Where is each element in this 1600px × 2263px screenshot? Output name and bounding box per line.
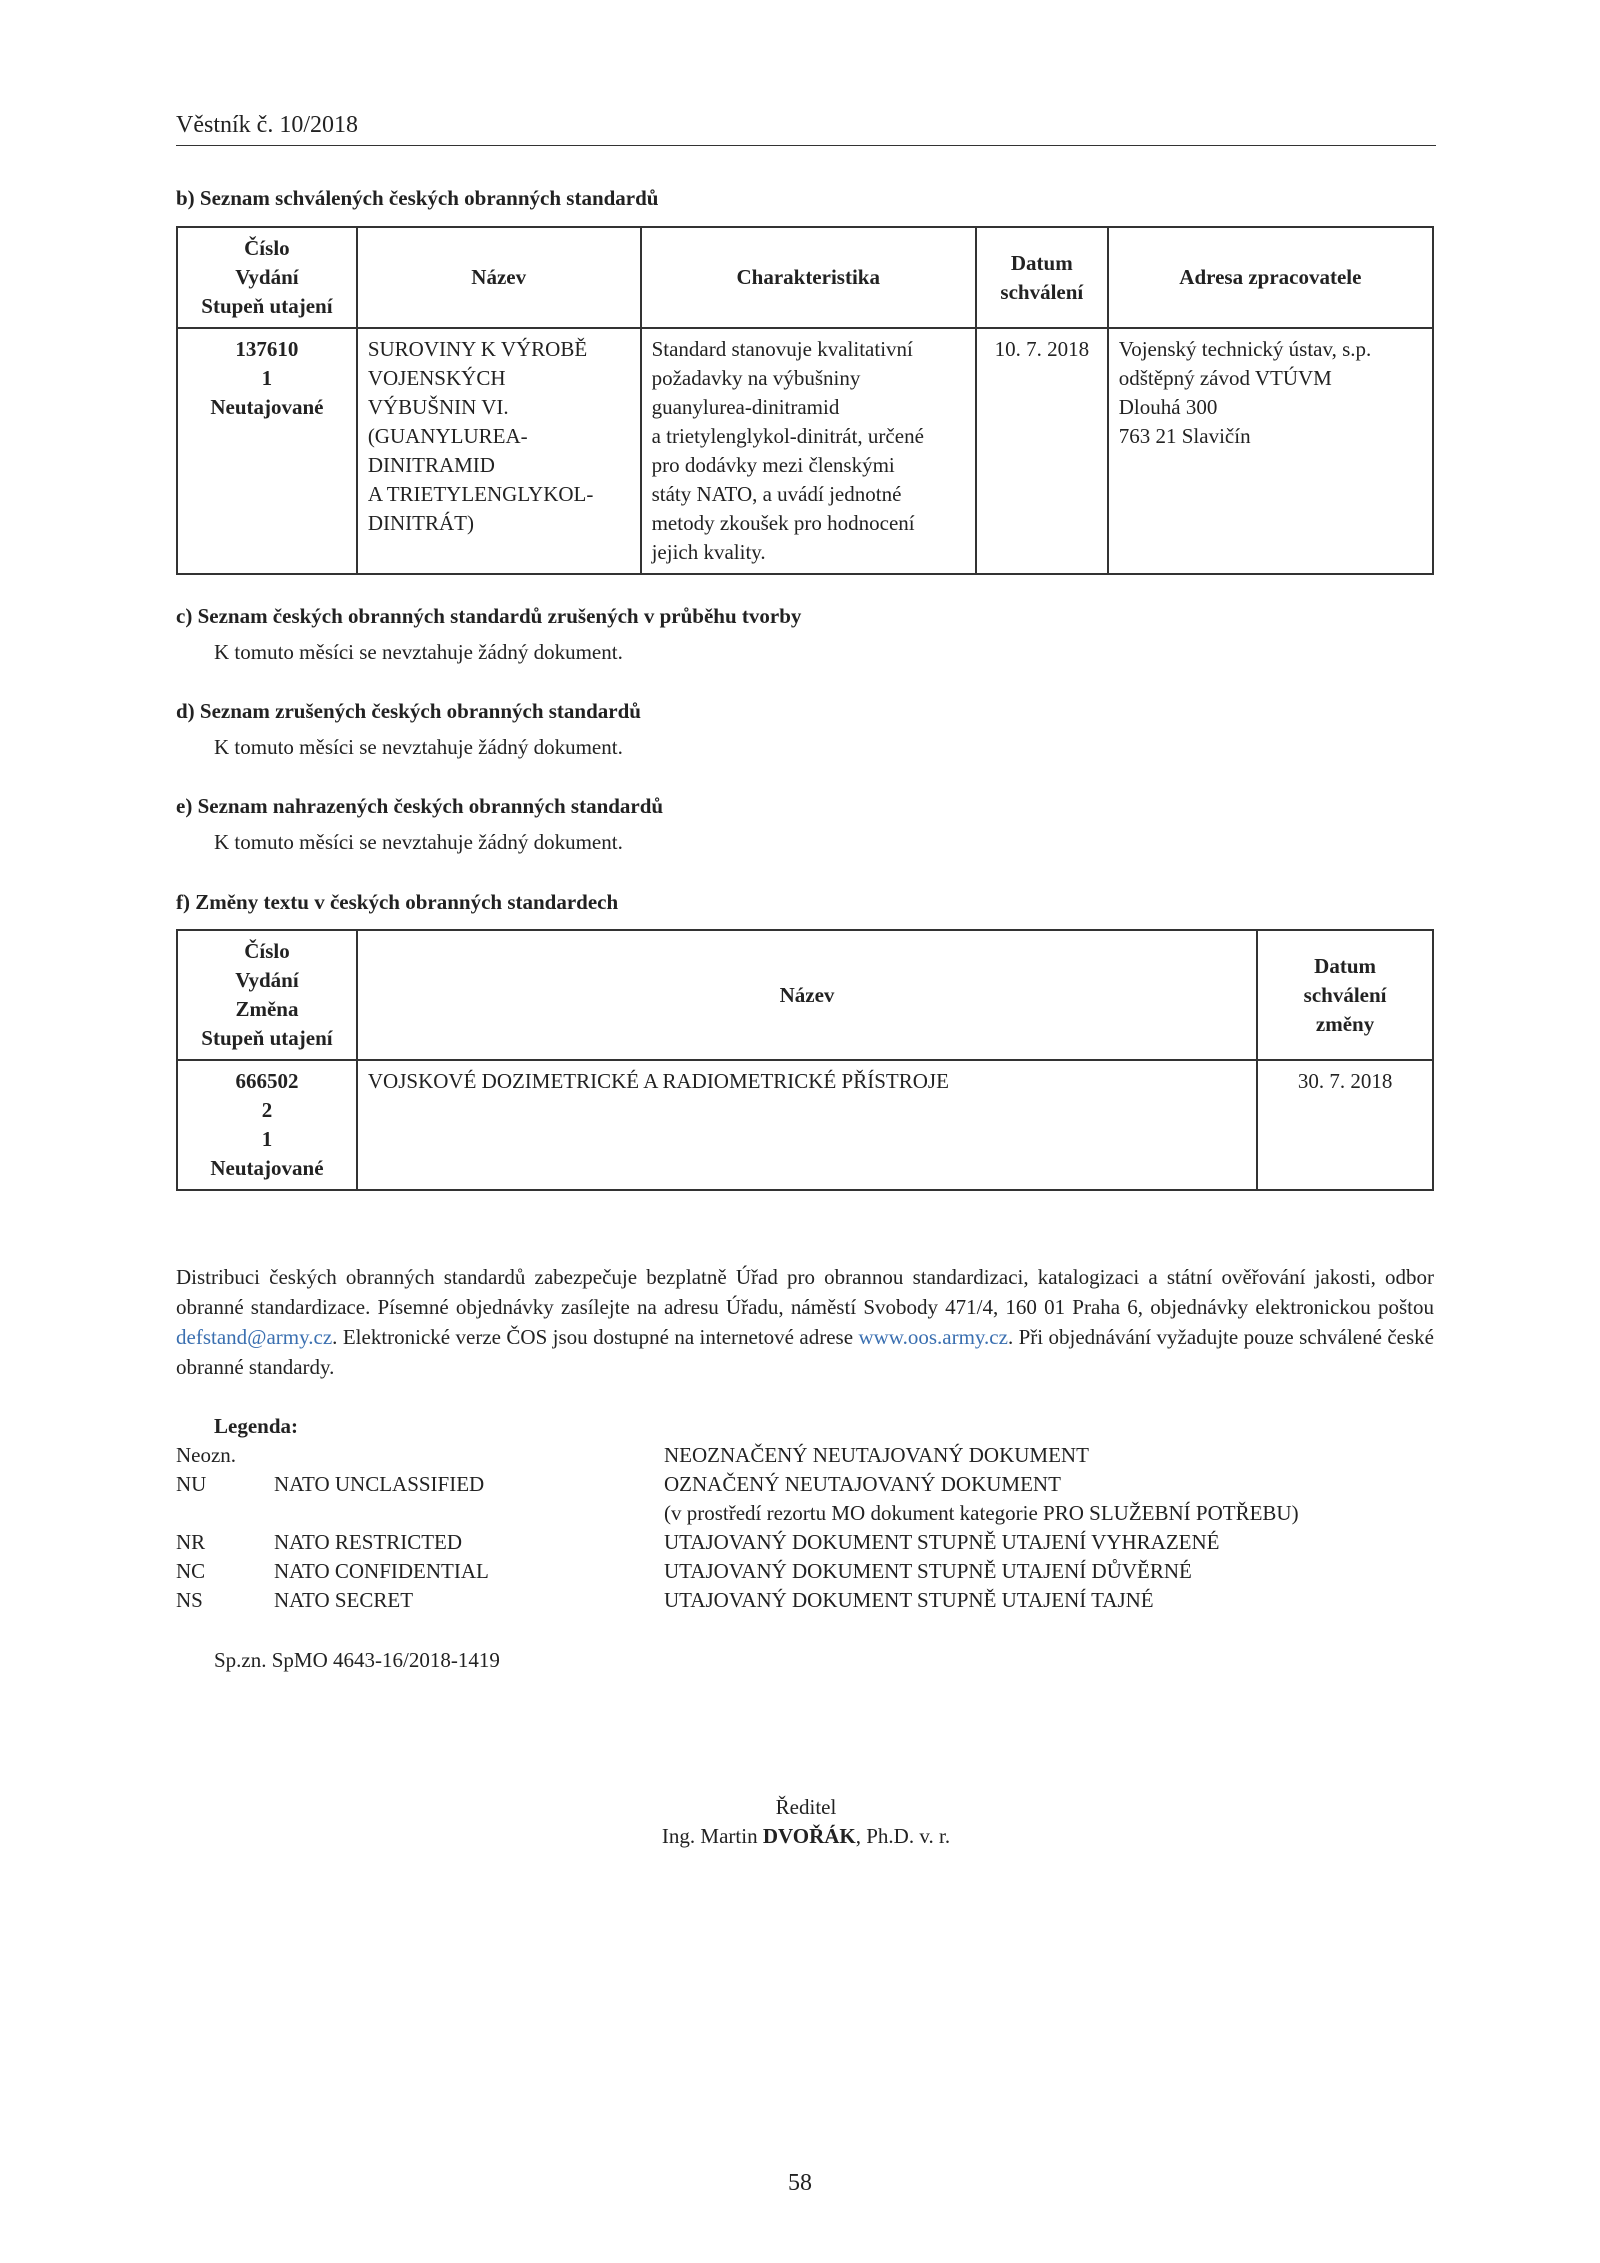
section-e-heading: e) Seznam nahrazených českých obranných standardů [176, 794, 664, 818]
distribution-text-2: . Elektronické verze ČOS jsou dostupné na internetové adrese [332, 1325, 859, 1349]
header-date: Datum schválení [976, 227, 1108, 328]
legend-title: Legenda: [214, 1414, 298, 1438]
cell-name: SUROVINY K VÝROBĚ VOJENSKÝCH VÝBUŠNIN VI. (GUANYLUREA- DINITRAMID A TRIETYLENGLYKOL- DINITRÁT) [357, 328, 641, 574]
legend-desc: OZNAČENÝ NEUTAJOVANÝ DOKUMENT [664, 1472, 1061, 1496]
legend-desc: NEOZNAČENÝ NEUTAJOVANÝ DOKUMENT [664, 1443, 1089, 1467]
distribution-text-3: . Při objednávání vyžadujte pouze schválené české obranné standardy. [176, 1325, 1434, 1379]
legend-abbr: NC [176, 1559, 206, 1583]
reference-number: Sp.zn. SpMO 4643-16/2018-1419 [214, 1648, 500, 1672]
header-name: Název [357, 930, 1257, 1060]
header-characteristic: Charakteristika [641, 227, 976, 328]
legend-row [176, 1443, 1436, 1472]
section-c-text: K tomuto měsíci se nevztahuje žádný dokument. [214, 640, 623, 664]
running-head: Věstník č. 10/2018 [176, 112, 1436, 146]
section-d-text: K tomuto měsíci se nevztahuje žádný dokument. [214, 735, 623, 759]
section-d-heading: d) Seznam zrušených českých obranných standardů [176, 699, 641, 723]
signature-prefix: Ing. Martin [661, 1824, 763, 1848]
distribution-text-1: Distribuci českých obranných standardů zabezpečuje bezplatně Úřad pro obrannou standardizaci, katalogizaci a státní ověřování jakosti, odbor obranné standardizace. Písemné objednávky zasílejte na adresu Úřadu, náměstí Svobody 471/4, 160 01 Praha 6, objednávky elektronickou poštou [176, 1265, 1434, 1319]
legend-abbr: NS [176, 1588, 203, 1612]
legend-name: NATO CONFIDENTIAL [274, 1559, 489, 1583]
cell-number: 666502 2 1 Neutajované [177, 1060, 357, 1190]
legend-desc: UTAJOVANÝ DOKUMENT STUPNĚ UTAJENÍ DŮVĚRNÉ [664, 1559, 1192, 1583]
legend-name: NATO RESTRICTED [274, 1530, 463, 1554]
text-changes-table [176, 929, 1434, 1191]
signature-name [176, 1824, 1436, 1849]
approved-standards-table [176, 226, 1434, 575]
legend-name: NATO SECRET [274, 1588, 414, 1612]
table-row [177, 1060, 1433, 1190]
legend-row [176, 1472, 1436, 1501]
signature-suffix: , Ph.D. v. r. [855, 1824, 951, 1848]
header-name: Název [357, 227, 641, 328]
cell-change-date: 30. 7. 2018 [1257, 1060, 1433, 1190]
table-row [177, 328, 1433, 574]
legend-name: NATO UNCLASSIFIED [274, 1472, 485, 1496]
header-number: Číslo Vydání Změna Stupeň utajení [177, 930, 357, 1060]
page-number: 58 [788, 2170, 812, 2196]
cell-date: 10. 7. 2018 [976, 328, 1108, 574]
signature-role: Ředitel [775, 1795, 837, 1819]
section-c-heading: c) Seznam českých obranných standardů zrušených v průběhu tvorby [176, 604, 802, 628]
cell-address: Vojenský technický ústav, s.p. odštěpný závod VTÚVM Dlouhá 300 763 21 Slavičín [1108, 328, 1433, 574]
legend-desc: (v prostředí rezortu MO dokument kategorie PRO SLUŽEBNÍ POTŘEBU) [664, 1501, 1299, 1525]
legend-row [176, 1530, 1436, 1559]
legend-abbr: NU [176, 1472, 207, 1496]
legend-abbr: NR [176, 1530, 206, 1554]
table-header-row [177, 227, 1433, 328]
cell-characteristic: Standard stanovuje kvalitativní požadavky na výbušniny guanylurea-dinitramid a trietylenglykol-dinitrát, určené pro dodávky mezi členskými státy NATO, a uvádí jednotné metody zkoušek pro hodnocení jejich kvality. [641, 328, 976, 574]
header-address: Adresa zpracovatele [1108, 227, 1433, 328]
website-link[interactable]: www.oos.army.cz [858, 1325, 1008, 1349]
signature-surname: DVOŘÁK [762, 1824, 856, 1848]
email-link[interactable]: defstand@army.cz [176, 1325, 333, 1349]
section-b-heading: b) Seznam schválených českých obranných standardů [176, 186, 659, 210]
legend-desc: UTAJOVANÝ DOKUMENT STUPNĚ UTAJENÍ VYHRAZENÉ [664, 1530, 1220, 1554]
legend-desc: UTAJOVANÝ DOKUMENT STUPNĚ UTAJENÍ TAJNÉ [664, 1588, 1154, 1612]
section-f-heading: f) Změny textu v českých obranných standardech [176, 890, 619, 914]
header-change-date: Datum schválení změny [1257, 930, 1433, 1060]
legend-row [176, 1559, 1436, 1588]
legend-row [176, 1501, 1436, 1530]
legend-abbr: Neozn. [176, 1443, 237, 1467]
cell-name: VOJSKOVÉ DOZIMETRICKÉ A RADIOMETRICKÉ PŘÍSTROJE [357, 1060, 1257, 1190]
legend-row [176, 1588, 1436, 1617]
table-header-row [177, 930, 1433, 1060]
cell-number: 137610 1 Neutajované [177, 328, 357, 574]
distribution-paragraph [176, 1262, 1434, 1382]
section-e-text: K tomuto měsíci se nevztahuje žádný dokument. [214, 830, 623, 854]
header-number: Číslo Vydání Stupeň utajení [177, 227, 357, 328]
